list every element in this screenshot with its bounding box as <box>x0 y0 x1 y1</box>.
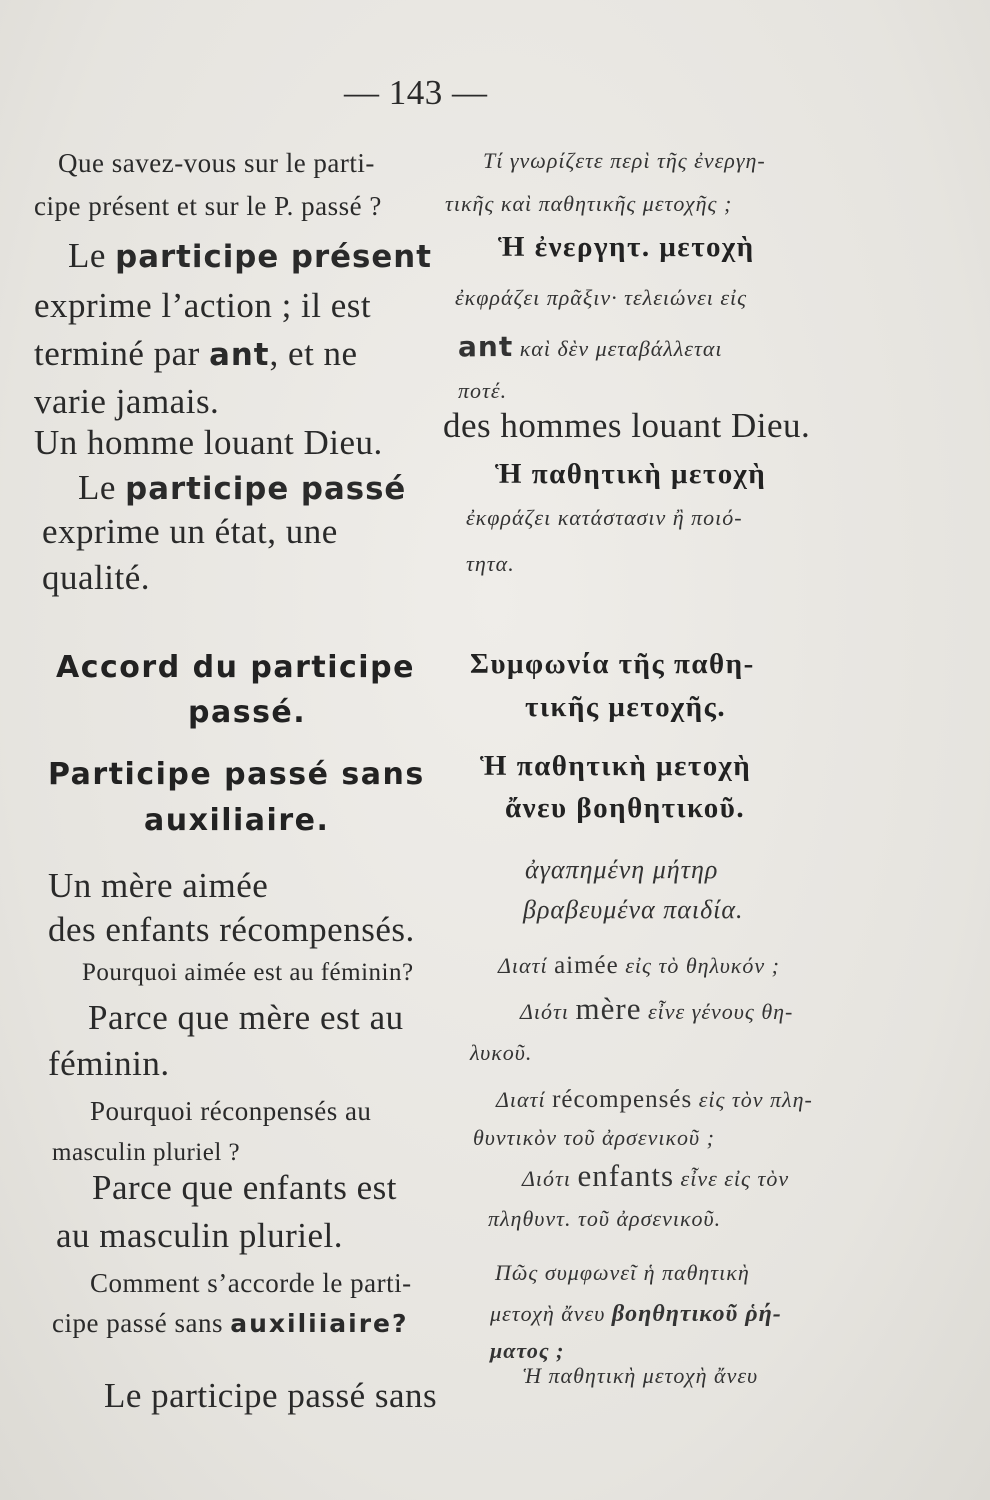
section-heading-fr: passé. <box>188 695 307 730</box>
question-gr: Διατί aimée εἰς τὸ θηλυκόν ; <box>498 952 780 979</box>
question-fr: Pourquoi réconpensés au <box>90 1096 372 1126</box>
question-gr-line: τικῆς καὶ παθητικῆς μετοχῆς ; <box>445 191 733 216</box>
example-fr-plural: des hommes louant Dieu. <box>443 406 811 445</box>
subheading-fr: Participe passé sans <box>48 757 425 792</box>
rule-gr-line: Ἡ ἐνεργητ. μετοχὴ <box>498 231 755 263</box>
section-heading-gr: τικῆς μετοχῆς. <box>525 691 727 723</box>
question-gr: ματος ; <box>490 1338 565 1363</box>
question-fr-line: cipe présent et sur le P. passé ? <box>34 191 382 221</box>
subheading-fr: auxiliaire. <box>144 803 330 838</box>
page-number: — 143 — <box>344 73 488 112</box>
subheading-gr: ἄνευ βοηθητικοῦ. <box>505 792 746 824</box>
section-heading-fr: Accord du participe <box>56 650 415 685</box>
example-gr: ἀγαπημένη μήτηρ <box>525 855 719 884</box>
example-fr: Un mère aimée <box>48 866 269 905</box>
answer-fr: au masculin pluriel. <box>56 1216 344 1255</box>
rule-fr-line: exprime l’action ; il est <box>34 286 372 325</box>
rule-fr-line: Le participe présent <box>68 236 432 275</box>
rule-fr-line: exprime un état, une <box>42 512 338 551</box>
answer-gr: Διότι mère εἶνε γένους θη- <box>520 991 794 1026</box>
rule-fr-line: varie jamais. <box>34 382 220 421</box>
example-fr: des enfants récompensés. <box>48 910 415 949</box>
rule-gr-line: ant καὶ δὲν μεταβάλλεται <box>458 330 723 363</box>
answer-gr: Διότι enfants εἶνε εἰς τὸν <box>522 1158 790 1193</box>
answer-fr: Parce que mère est au <box>88 998 404 1037</box>
rule-gr-line: ἐκφράζει πρᾶξιν· τελειώνει εἰς <box>455 285 748 310</box>
answer-fr: Le participe passé sans <box>104 1376 438 1415</box>
question-fr-line: Que savez-vous sur le parti- <box>58 148 375 178</box>
example-gr: βραβευμένα παιδία. <box>523 895 744 924</box>
example-fr: Un homme louant Dieu. <box>34 423 383 462</box>
question-gr: Πῶς συμφωνεῖ ἡ παθητικὴ <box>495 1260 750 1285</box>
answer-gr: πληθυντ. τοῦ ἀρσενικοῦ. <box>488 1206 722 1231</box>
rule-gr-line: ἐκφράζει κατάστασιν ἢ ποιό- <box>466 505 743 530</box>
answer-gr: Ἡ παθητικὴ μετοχὴ ἄνευ <box>523 1363 759 1388</box>
question-gr: μετοχὴ ἄνευ βοηθητικοῦ ῥή- <box>490 1301 782 1327</box>
question-gr-line: Τί γνωρίζετε περὶ τῆς ἐνεργη- <box>483 148 766 173</box>
answer-gr: λυκοῦ. <box>470 1040 533 1065</box>
question-gr: Διατί récompensés εἰς τὸν πλη- <box>496 1086 813 1113</box>
rule-fr-line: Le participe passé <box>78 468 407 507</box>
question-fr: masculin pluriel ? <box>52 1139 241 1166</box>
question-fr: cipe passé sans auxiliiaire? <box>52 1308 409 1338</box>
question-fr: Pourquoi aimée est au féminin? <box>82 959 414 986</box>
rule-gr-line: Ἡ παθητικὴ μετοχὴ <box>495 458 767 490</box>
rule-fr-line: qualité. <box>42 558 150 597</box>
subheading-gr: Ἡ παθητικὴ μετοχὴ <box>480 750 752 782</box>
rule-gr-line: τητα. <box>466 551 515 576</box>
answer-fr: Parce que enfants est <box>92 1168 397 1207</box>
answer-fr: féminin. <box>48 1044 170 1083</box>
rule-gr-line: ποτέ. <box>458 378 508 403</box>
section-heading-gr: Συμφωνία τῆς παθη- <box>470 648 755 680</box>
question-gr: θυντικὸν τοῦ ἀρσενικοῦ ; <box>473 1125 715 1150</box>
question-fr: Comment s’accorde le parti- <box>90 1268 412 1298</box>
rule-fr-line: terminé par ant, et ne <box>34 334 358 373</box>
